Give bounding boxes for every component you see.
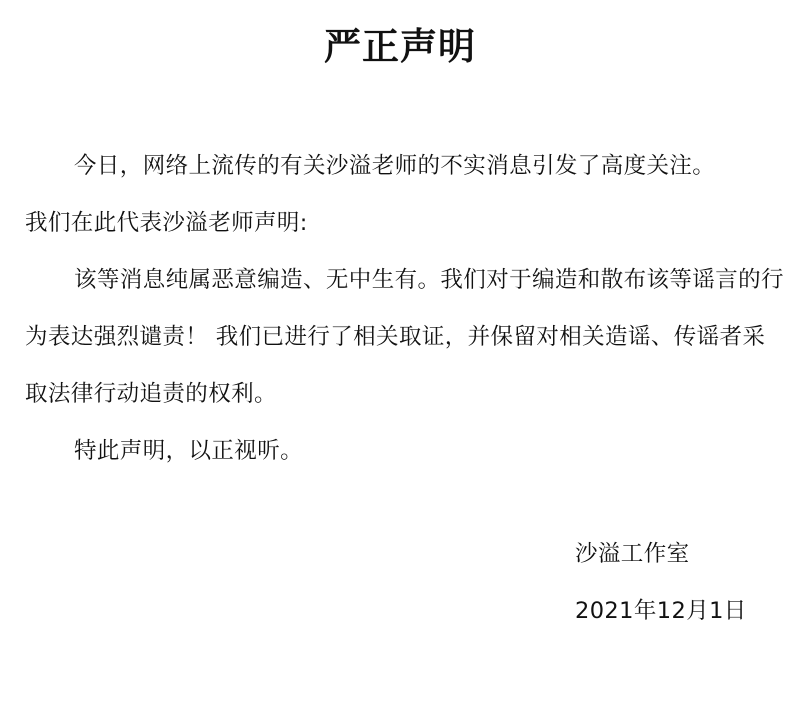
- paragraph-declaration: 我们在此代表沙溢老师声明:: [25, 210, 308, 236]
- signature-block: [575, 526, 747, 640]
- issue-date: 2021年12月1日: [575, 598, 747, 624]
- issuer-name: 沙溢工作室: [575, 541, 690, 567]
- paragraph-intro: 今日，网络上流传的有关沙溢老师的不实消息引发了高度关注。: [74, 153, 716, 179]
- paragraph-condemnation: 该等消息纯属恶意编造、无中生有。我们对于编造和散布该等谣言的行为表达强烈谴责！ 我们已进行了相关取证，并保留对相关造谣、传谣者采取法律行动追责的权利。: [25, 267, 784, 407]
- paragraph-closing: 特此声明，以正视听。: [74, 438, 304, 464]
- statement-title: 严正声明: [324, 25, 476, 68]
- statement-body: [25, 138, 785, 480]
